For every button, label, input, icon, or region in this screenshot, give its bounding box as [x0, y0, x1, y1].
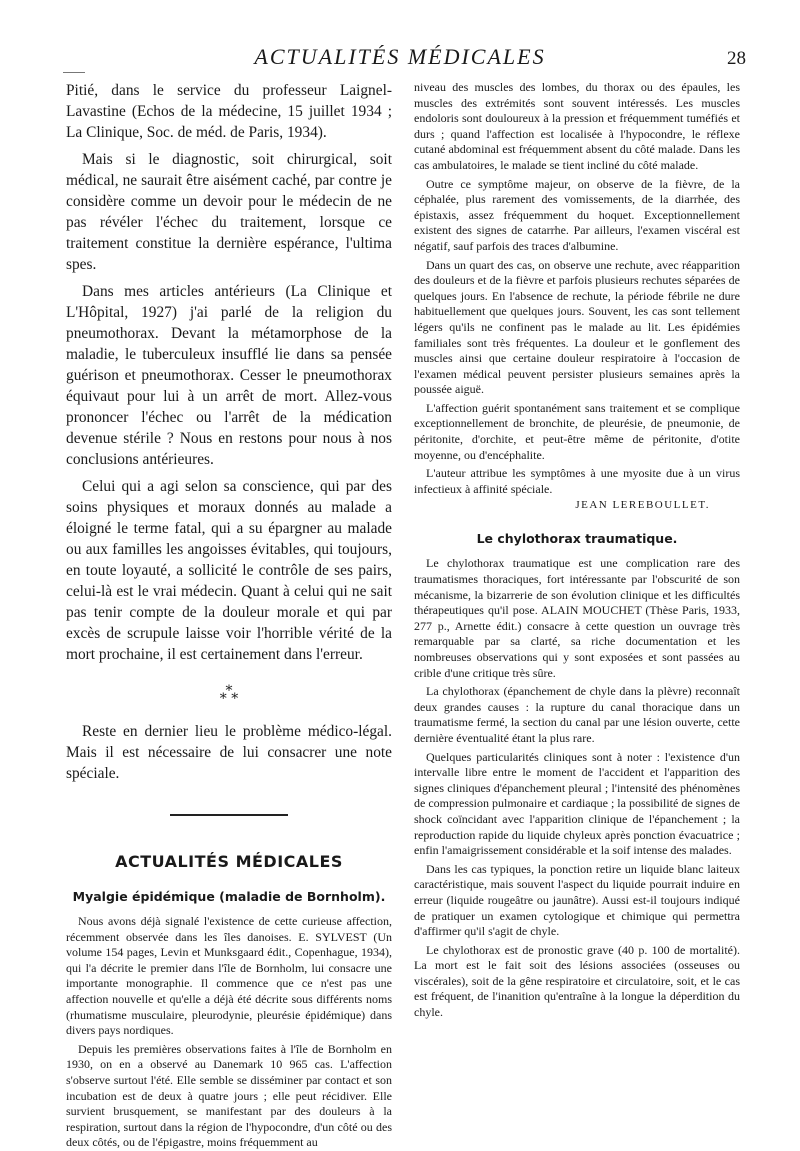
running-title: ACTUALITÉS MÉDICALES [254, 44, 546, 69]
article-paragraph: Dans les cas typiques, la ponction retire un liquide blanc laiteux caractéristique, mais souvent l'aspect du liquide pourrait induire en erreur (liquide rougeâtre ou jaunâtre). Aussi est-il toujours indiqué de pratiquer un examen cytologique et chimique qui permettra d'affirmer qu'il s'agit de chyle. [414, 861, 740, 939]
myalgie-text-left [66, 914, 392, 1151]
running-header [60, 44, 746, 76]
corner-mark [63, 72, 85, 73]
page-number: 28 [727, 48, 746, 69]
article-paragraph: Nous avons déjà signalé l'existence de cette curieuse affection, récemment observée dans les îles danoises. E. SYLVEST (Un volume 154 pages, Levin et Munksgaard édit., Copenhague, 1934), qui l'a décrite le premier dans l'île de Bornholm, lui consacre une importante monographie. Il commence que ce n'est pas une affection nouvelle et qu'elle a déjà été décrite sous différents noms (rhumatisme musculaire, pleurodynie, pleurésie épidémique) dans divers pays nordiques. [66, 914, 392, 1038]
author-signature: JEAN LEREBOULLET. [575, 499, 710, 512]
essay-paragraph: Pitié, dans le service du professeur Laignel-Lavastine (Echos de la médecine, 15 juillet 1934 ; La Clinique, Soc. de méd. de Paris, 1934). [66, 82, 392, 141]
section-divider [170, 814, 288, 816]
essay-paragraph: Mais si le diagnostic, soit chirurgical, soit médical, ne saurait être aisément caché, par contre je considère comme un devoir pour le médecin de ne pas révéler l'échec du traitement, lorsque ce traitement constitue la dernière espérance, l'ultima spes. [66, 151, 392, 273]
essay-text [66, 80, 392, 665]
left-column [66, 80, 392, 1151]
section-heading: ACTUALITÉS MÉDICALES [115, 852, 343, 871]
closing-paragraph: Reste en dernier lieu le problème médico-légal. Mais il est nécessaire de lui consacrer une note spéciale. [66, 723, 392, 782]
asterism [66, 683, 392, 707]
article-paragraph: Quelques particularités cliniques sont à noter : l'existence d'un intervalle libre entre le moment de l'accident et l'apparition des signes cliniques d'épanchement pleural ; l'intensité des phénomènes de compression pulmonaire et cardiaque ; la possibilité de signes de shock coïncidant avec l'apparition clinique de l'épanchement ; la reproduction rapide du liquide chyleux après ponction évacuatrice ; enfin l'amaigrissement considérable et la soif intense des malades. [414, 749, 740, 858]
article-title-chylothorax: Le chylothorax traumatique. [476, 531, 678, 547]
closing-text [66, 721, 392, 784]
chylothorax-text [414, 556, 740, 1020]
right-column [414, 80, 740, 1021]
article-paragraph: La chylothorax (épanchement de chyle dans la plèvre) reconnaît deux grandes causes : la rupture du canal thoracique dans un traumatisme fermé, la section du canal par une lésion ouverte, cette dernière éventualité étant la plus rare. [414, 684, 740, 745]
article-paragraph: niveau des muscles des lombes, du thorax ou des épaules, les muscles des extrémités sont souvent intéressés. Les muscles endoloris sont douloureux à la pression et fréquemment tuméfiés et durs ; quand l'affection est localisée à l'hypocondre, le réflexe cutané abdominal est fréquemment absent du côté malade. Dans les cas ambulatoires, le malade se tient incliné du côté malade. [414, 80, 740, 172]
article-paragraph: Le chylothorax est de pronostic grave (40 p. 100 de mortalité). La mort est le fait soit des lésions associées (osseuses ou viscérales), soit de la gêne respiratoire et circulatoire, soit, et le cas est fréquent, de l'inanition qu'entraîne à la longue la déperdition du chyle. [414, 942, 740, 1020]
article-paragraph: Le chylothorax traumatique est une complication rare des traumatismes thoraciques, fort intéressante par l'obscurité de son mécanisme, la bizarrerie de son évolution clinique et les difficultés thérapeutiques qu'il pose. ALAIN MOUCHET (Thèse Paris, 1933, 277 p., Arnette édit.) consacre à cette question un ouvrage très remarquable par sa clarté, sa riche documentation et les nombreuses observations qui y sont exposées et sont passées au crible d'une critique très sûre. [414, 556, 740, 680]
essay-paragraph: Celui qui a agi selon sa conscience, qui par des soins physiques et moraux donnés au malade a éloigné le terme fatal, qui a su épargner au malade ou aux familles les angoisses évitables, qui toujours, en toute loyauté, a sollicité le contrôle de ses pairs, celui-là est le vrai médecin. Quant à celui qui ne sait pas tenir compte de la douleur morale et qui par excès de scrupule laisse voir l'horrible vérité de la mort prochaine, il est certainement dans l'erreur. [66, 478, 392, 663]
article-title-myalgie: Myalgie épidémique (maladie de Bornholm). [72, 889, 386, 904]
essay-paragraph: Dans mes articles antérieurs (La Clinique et L'Hôpital, 1927) j'ai parlé de la religion du pneumothorax. Devant la métamorphose de la maladie, le tuberculeux insufflé lie dans sa pensée guérison et pneumothorax. Cesser le pneumothorax équivaut pour lui à un arrêt de mort. Allez-vous prononcer l'échec ou l'arrêt de la médication devenue stérile ? Nous en restons pour nous à nos conclusions antérieures. [66, 283, 392, 468]
asterism-star: * [225, 683, 233, 699]
article-paragraph: L'auteur attribue les symptômes à une myosite due à un virus infectieux à affinité spéciale. [414, 466, 740, 496]
asterism-stars: * * [219, 691, 239, 707]
article-paragraph: Dans un quart des cas, on observe une rechute, avec réapparition des douleurs et de la fièvre et parfois plusieurs rechutes séparées de quelques jours. En l'absence de rechute, la période fébrile ne dure habituellement que quelques jours. Souvent, les cas sont tellement légers qu'ils ne confinent pas le malade au lit. Les épidémies familiales sont très fréquentes. La douleur et le gonflement des muscles ainsi que certaine douleur respiratoire à l'occasion de l'examen médical peuvent persister plusieurs semaines après la poussée aiguë. [414, 257, 740, 397]
article-paragraph: L'affection guérit spontanément sans traitement et se complique exceptionnellement de bronchite, de pleurésie, de pneumonie, de péritonite, d'orchite, et peut-être même de péritonite, d'otite moyenne, ou d'encéphalite. [414, 400, 740, 462]
myalgie-text-right [414, 80, 740, 497]
article-paragraph: Outre ce symptôme majeur, on observe de la fièvre, de la céphalée, plus rarement des vomissements, de la diarrhée, des épistaxis, assez fréquemment du hoquet. Exceptionnellement existent des signes de catarrhe. Par ailleurs, l'examen viscéral est négatif, sauf parfois des traces d'albumine. [414, 176, 740, 253]
article-paragraph: Depuis les premières observations faites à l'île de Bornholm en 1930, on en a observé au Danemark 10 965 cas. L'affection s'observe surtout l'été. Elle semble se disséminer par contact et son incubation est de deux à quatre jours ; elle peut récidiver. Elle survient brusquement, se manifestant par des douleurs à la respiration, surtout dans la région de l'hypocondre, d'un côté ou des deux côtés, ou de l'épigastre, moins fréquemment au [66, 1041, 392, 1150]
